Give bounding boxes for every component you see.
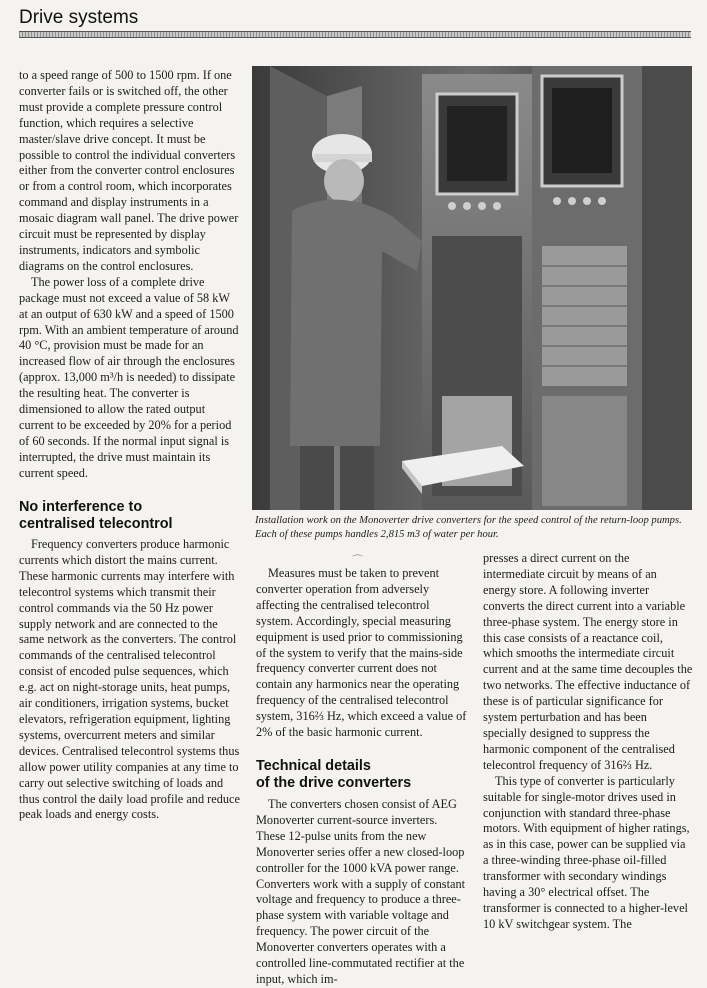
- photo-illustration: [252, 66, 692, 510]
- column-1: [19, 68, 241, 482]
- paragraph: to a speed range of 500 to 1500 rpm. If one converter fails or is switched off, the other must provide a complete pressure control function, which requires a selective master/slave drive concept. It must be possible to control the individual converters either from the converter control enclosures or from a control room, which incorporates command and display instruments in a mosaic diagram wall panel. The drive power circuit must be represented by display instruments, indicators and symbolic diagrams on the control enclosures.: [19, 68, 239, 273]
- header-rule: [19, 31, 691, 38]
- paragraph: The power loss of a complete drive package must not exceed a value of 58 kW at an output of 630 kW and a speed of 1500 rpm. With an ambient temperature of around 40 °C, provision must be made for an increased flow of air through the enclosures (approx. 13,000 m³/h is needed) to dissipate the resulting heat. The converter is dimensioned to allow the rated output current to be exceeded by 20% for a period of 60 seconds. If the normal input signal is interrupted, the drive must maintain its current speed.: [19, 274, 239, 480]
- heading-line: No interference to: [19, 499, 143, 515]
- column-1-lower: [19, 537, 241, 823]
- column-2-lower: [256, 797, 468, 988]
- section-heading-technical-details: [256, 758, 468, 791]
- scan-mark: ⌒: [352, 555, 363, 567]
- paragraph: Frequency converters produce harmonic currents which distort the mains current. These harmonic currents may interfere with telecontrol systems which transmit their control commands via the 50 Hz power supply network and are connected to the same network as the converters. The control commands of the centralised telecontrol consist of encoded pulse sequences, which e.g. act on night-storage units, heat pumps, air conditioners, irrigation systems, bucket elevators, refrigeration equipment, lighting systems, overcurrent meters and similar devices. Centralised telecontrol systems thus allow power utility companies at any time to carry out selective switching of loads and thus control the daily load profile and reduce peak loads and energy costs.: [19, 537, 240, 822]
- installation-photo: [252, 66, 692, 510]
- column-3: [483, 551, 693, 933]
- heading-line: centralised telecontrol: [19, 515, 173, 532]
- page-header-title: Drive systems: [19, 7, 139, 28]
- column-2: [256, 566, 468, 741]
- heading-line: of the drive converters: [256, 774, 412, 791]
- photo-caption: Installation work on the Monoverter drive converters for the speed control of the return-loop pumps. Each of these pumps handles 2,815 m3 of water per hour.: [255, 515, 682, 540]
- paragraph: presses a direct current on the intermediate circuit by means of an energy store. A following inverter converts the direct current into a variable three-phase system. The energy store in this case consists of a reactance coil, which smooths the intermediate circuit current and at the same time decouples the two networks. The effective inductance of these is of particular significance for system perturbation and has been specially designed to suppress the harmonic component of the centralised telecontrol frequency of 316⅔ Hz.: [483, 551, 693, 772]
- paragraph: This type of converter is particularly suitable for single-motor drives used in conjunction with standard three-phase motors. With equipment of higher ratings, as in this case, power can be supplied via a three-winding three-phase oil-filled transformer with secondary windings having a 30° electrical offset. The transformer is connected to a higher-level 10 kV switchgear system. The: [483, 773, 690, 931]
- heading-line: Technical details: [256, 758, 371, 774]
- section-heading-telecontrol: [19, 499, 241, 532]
- paragraph: The converters chosen consist of AEG Monoverter current-source inverters. These 12-pulse units from the new Monoverter series offer a new closed-loop controller for the 1000 kVA power range. Converters work with a supply of constant voltage and frequency to produce a three-phase system with variable voltage and frequency. The power circuit of the Monoverter converters operates with a controlled line-commutated rectifier at the input, which im-: [256, 797, 466, 986]
- paragraph: Measures must be taken to prevent converter operation from adversely affecting the centralised telecontrol system. Accordingly, special measuring equipment is used prior to commissioning of the system to verify that the mains-side frequency converter current does not contain any harmonics near the operating frequency of the centralised telecontrol system, 316⅔ Hz, which exceed a value of 2% of the basic harmonic current.: [256, 566, 467, 740]
